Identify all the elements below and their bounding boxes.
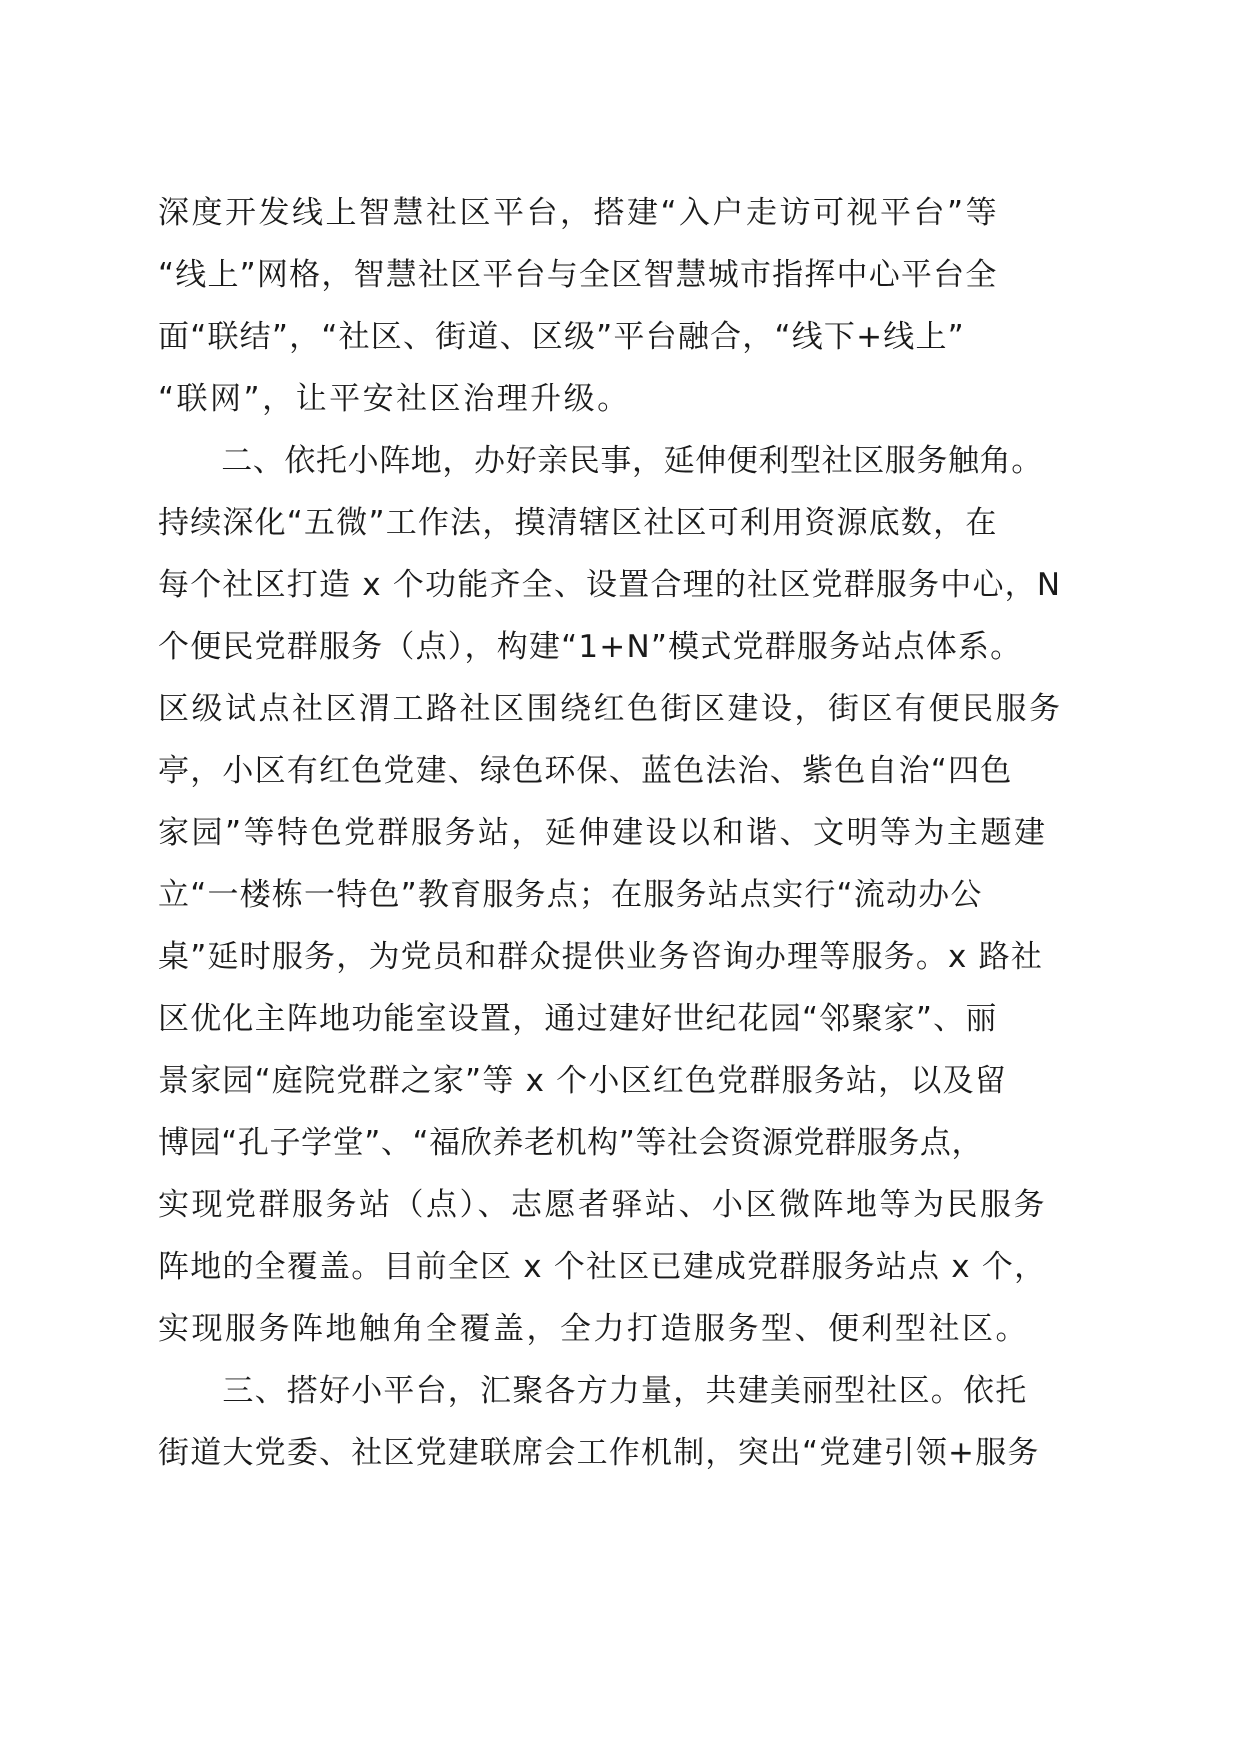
text-line: 个便民党群服务（点），构建“1+N”模式党群服务站点体系。 xyxy=(158,629,1023,665)
text-line: 桌”延时服务，为党员和群众提供业务咨询办理等服务。x 路社 xyxy=(158,939,1044,975)
text-line: “线上”网格，智慧社区平台与全区智慧城市指挥中心平台全 xyxy=(158,257,998,293)
text-line: 阵地的全覆盖。目前全区 x 个社区已建成党群服务站点 x 个， xyxy=(158,1249,1047,1285)
body-text xyxy=(158,182,1088,1484)
text-line: 区优化主阵地功能室设置，通过建好世纪花园“邻聚家”、丽 xyxy=(158,1001,998,1037)
text-line: 深度开发线上智慧社区平台，搭建“入户走访可视平台”等 xyxy=(158,195,1000,231)
section-heading-line: 三、搭好小平台，汇聚各方力量，共建美丽型社区。依托 xyxy=(158,1373,1028,1409)
text-line: “联网”，让平安社区治理升级。 xyxy=(158,381,631,417)
text-line: 持续深化“五微”工作法，摸清辖区社区可利用资源底数，在 xyxy=(158,505,998,541)
text-line: 街道大党委、社区党建联席会工作机制，突出“党建引领+服务 xyxy=(158,1435,1040,1471)
text-line: 面“联结”，“社区、街道、区级”平台融合，“线下+线上” xyxy=(158,319,965,355)
text-line: 实现党群服务站（点）、志愿者驿站、小区微阵地等为民服务 xyxy=(158,1187,1047,1223)
text-line: 立“一楼栋一特色”教育服务点；在服务站点实行“流动办公 xyxy=(158,877,983,913)
text-line: 区级试点社区渭工路社区围绕红色街区建设，街区有便民服务 xyxy=(158,691,1063,727)
text-line: 博园“孔子学堂”、“福欣养老机构”等社会资源党群服务点， xyxy=(158,1125,984,1161)
text-line: 家园”等特色党群服务站，延伸建设以和谐、文明等为主题建 xyxy=(158,815,1048,851)
section-heading-line: 二、依托小阵地，办好亲民事，延伸便利型社区服务触角。 xyxy=(158,443,1043,479)
text-line: 每个社区打造 x 个功能齐全、设置合理的社区党群服务中心，N xyxy=(158,567,1062,603)
text-line: 亭，小区有红色党建、绿色环保、蓝色法治、紫色自治“四色 xyxy=(158,753,1013,789)
text-line: 实现服务阵地触角全覆盖，全力打造服务型、便利型社区。 xyxy=(158,1311,1029,1347)
text-line: 景家园“庭院党群之家”等 x 个小区红色党群服务站，以及留 xyxy=(158,1063,1007,1099)
